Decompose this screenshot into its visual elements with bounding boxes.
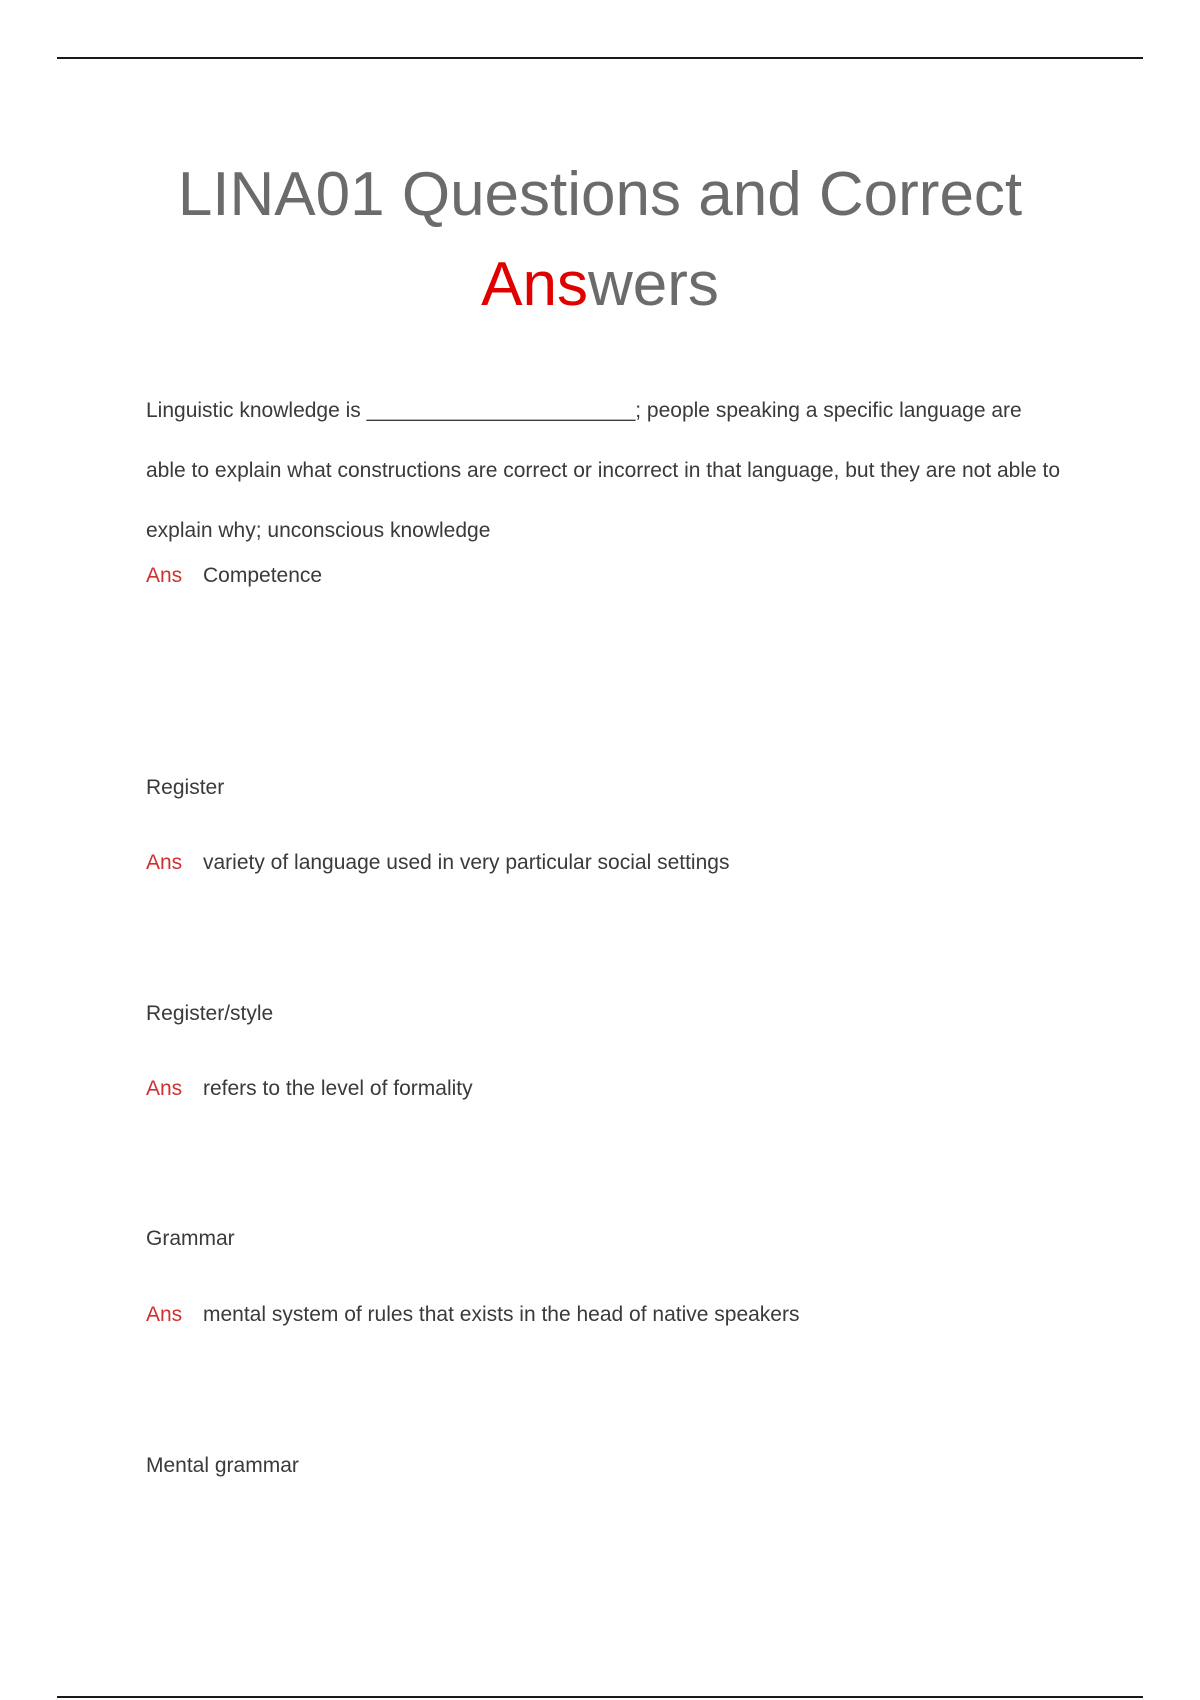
- answer-blank: _______________________: [366, 399, 636, 422]
- question-rest: ; people speaking a specific language are able to explain what constructions are correct or incorrect in that language, but they are not able to explain why; unconscious knowledge: [146, 399, 1061, 542]
- answer-row: [146, 1300, 1066, 1330]
- ans-label: Ans: [146, 851, 183, 874]
- title-rest: wers: [587, 250, 719, 319]
- answer-row: [146, 561, 1066, 591]
- answer-text: Competence: [203, 564, 323, 587]
- qa-item-1: [146, 399, 1066, 591]
- answer-text: variety of language used in very particular social settings: [203, 851, 730, 874]
- question-lead: Linguistic knowledge is: [146, 399, 367, 422]
- ans-label: Ans: [146, 1077, 183, 1100]
- question-text: Mental grammar: [146, 1454, 299, 1477]
- answer-text: mental system of rules that exists in the head of native speakers: [203, 1303, 800, 1326]
- qa-item-5: [146, 1451, 1066, 1481]
- question-text: Register: [146, 776, 225, 799]
- top-divider: [57, 57, 1143, 59]
- answer-text: refers to the level of formality: [203, 1077, 473, 1100]
- qa-item-2: [146, 773, 1066, 878]
- question-text: [146, 381, 1066, 561]
- answer-row: [146, 848, 1066, 878]
- question-text: Grammar: [146, 1227, 235, 1250]
- ans-label: Ans: [146, 1303, 183, 1326]
- answer-row: [146, 1074, 1066, 1104]
- title-accent: Ans: [481, 250, 588, 319]
- page-title: [0, 150, 1200, 330]
- qa-item-3: [146, 999, 1066, 1104]
- ans-label: Ans: [146, 564, 183, 587]
- question-text: Register/style: [146, 1002, 274, 1025]
- title-main: LINA01 Questions and Correct: [177, 160, 1023, 229]
- bottom-divider: [57, 1696, 1143, 1698]
- qa-item-4: [146, 1224, 1066, 1330]
